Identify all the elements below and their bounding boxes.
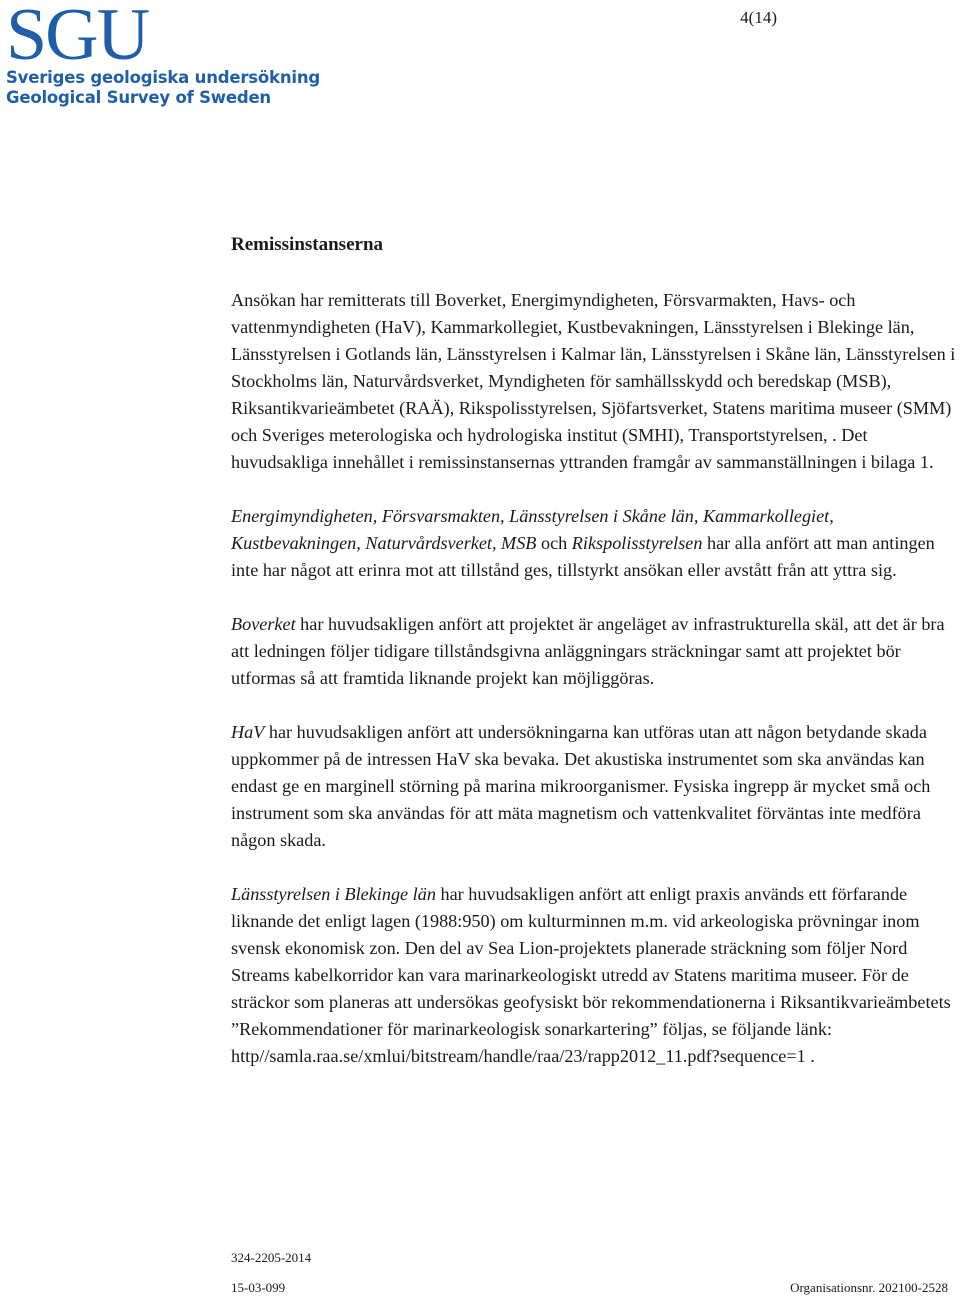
agency-italic-boverket: Boverket — [231, 614, 296, 634]
sgu-logo — [6, 0, 320, 108]
paragraph-text: har huvudsakligen anfört att undersökningarna kan utföras utan att någon betydande skada uppkommer på de intressen HaV ska bevaka. Det akustiska instrumentet som ska användas kan endast ge en marginell störning på marina mikroorganismer. Fysiska ingrepp är mycket små och instrument som ska användas för att mäta magnetism och vattenkvalitet förväntas inte medföra någon skada. — [231, 722, 931, 850]
agency-italic-blekinge: Länsstyrelsen i Blekinge län — [231, 884, 436, 904]
logo-name-swedish: Sveriges geologiska undersökning — [6, 68, 320, 87]
paragraph-hav — [231, 719, 957, 854]
paragraph-no-objection — [231, 503, 957, 584]
page-number: 4(14) — [740, 8, 777, 27]
paragraph-lansstyrelsen-blekinge — [231, 881, 957, 1070]
paragraph-text: har huvudsakligen anfört att projektet är angeläget av infrastrukturella skäl, att det är bra att ledningen följer tidigare tillståndsgivna anläggningars sträckningar samt att projektet bör utformas så att framtida liknande projekt kan möjliggöras. — [231, 614, 945, 688]
conjunction: och — [536, 533, 572, 553]
agency-italic-police: Rikspolisstyrelsen — [571, 533, 703, 553]
footer-reference-number: 324-2205-2014 — [231, 1250, 312, 1265]
paragraph-referral-list: Ansökan har remitterats till Boverket, Energimyndigheten, Försvarmakten, Havs- och vattenmyndigheten (HaV), Kammarkollegiet, Kustbevakningen, Länsstyrelsen i Blekinge län, Länsstyrelsen i Gotlands län, Länsstyrelsen i Kalmar län, Länsstyrelsen i Skåne län, Länsstyrelsen i Stockholms län, Naturvårdsverket, Myndigheten för samhällsskydd och beredskap (MSB), Riksantikvarieämbetet (RAÄ), Rikspolisstyrelsen, Sjöfartsverket, Statens maritima museer (SMM) och Sveriges meterologiska och hydrologiska institut (SMHI), Transportstyrelsen, . Det huvudsakliga innehållet i remissinstansernas yttranden framgår av sammanställningen i bilaga 1. — [231, 290, 956, 472]
agencies-italic: Energimyndigheten, Försvarsmakten, Länsstyrelsen i Skåne län, Kammarkollegiet, Kustbevakningen, Naturvårdsverket, MSB — [231, 506, 834, 553]
agency-italic-hav: HaV — [231, 722, 265, 742]
paragraph-text: har alla anfört att man antingen inte har något att erinra mot att tillstånd ges, tillstyrkt ansökan eller avstått från att yttra sig. — [231, 533, 935, 580]
logo-name-english: Geological Survey of Sweden — [6, 88, 271, 107]
document-body — [231, 232, 957, 1097]
footer-date: 15-03-099 — [231, 1280, 286, 1295]
paragraph-text: har huvudsakligen anfört att enligt praxis används ett förfarande liknande det enligt lagen (1988:950) om kulturminnen m.m. vid arkeologiska prövningar inom svensk ekonomisk zon. Den del av Sea Lion-projektets planerade sträckning som följer Nord Streams kabelkorridor kan vara marinarkeologiskt utredd av Statens maritima museer. För de sträckor som planeras att undersökas geofysiskt bör rekommendationerna i Riksantikvarieämbetets ”Rekommendationer för marinarkeologisk sonarkartering” följas, se följande länk: http//samla.raa.se/xmlui/bitstream/handle/raa/23/rapp2012_11.pdf?sequence=1 . — [231, 884, 951, 1066]
paragraph-boverket — [231, 611, 957, 692]
footer-organisation-number: Organisationsnr. 202100-2528 — [790, 1280, 948, 1295]
logo-mark: SGU — [6, 0, 149, 76]
section-heading: Remissinstanserna — [231, 234, 384, 255]
